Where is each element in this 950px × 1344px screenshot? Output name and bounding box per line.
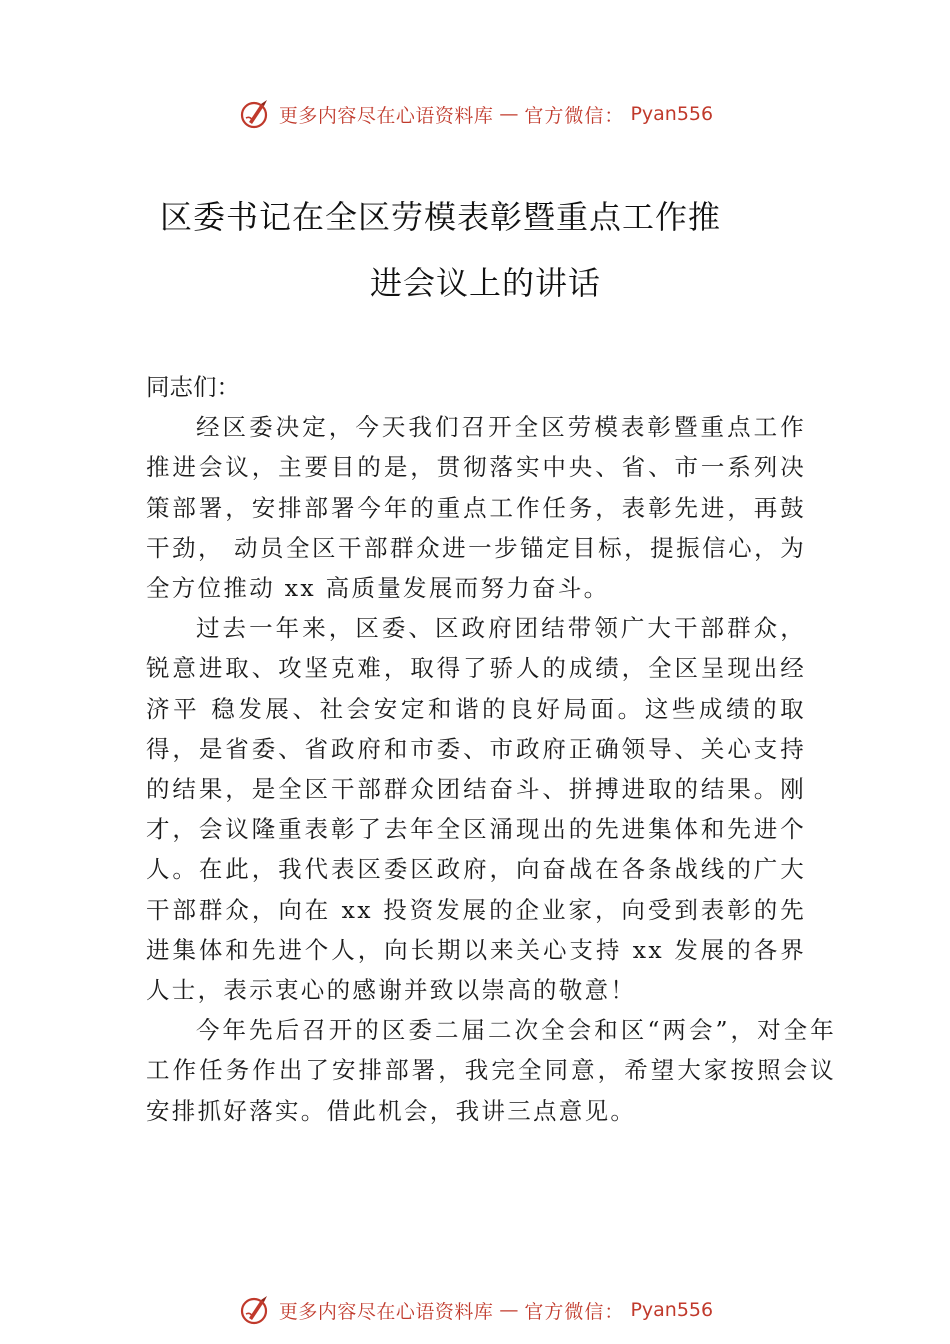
document-body	[146, 367, 836, 1131]
paragraph-2: 过去一年来，区委、区政府团结带领广大干部群众，锐意进取、攻坚克难，取得了骄人的成绩，全区呈现出经济平 稳发展、社会安定和谐的良好局面。这些成绩的取得，是省委、省政府和市委、市政府正确领导、关心支持的结果，是全区干部群众团结奋斗、拼搏进取的结果。刚才，会议隆重表彰了去年全区涌现出的先进集体和先进个人。在此，我代表区委区政府，向奋战在各条战线的广大干部群众，向在 xx 投资发展的企业家，向受到表彰的先进集体和先进个人，向长期以来关心支持 xx 发展的各界人士，表示衷心的感谢并致以崇高的敬意！	[146, 614, 806, 1005]
banner-wechat-id: Pyan556	[630, 103, 714, 125]
footer-watermark-banner	[0, 1290, 950, 1330]
quill-logo-icon	[237, 96, 273, 132]
banner-dash: —	[499, 103, 519, 125]
paragraph-3: 今年先后召开的区委二届二次全会和区“两会”，对全年工作任务作出了安排部署，我完全同意，希望大家按照会议安排抓好落实。借此机会，我讲三点意见。	[146, 1016, 836, 1125]
banner-text: 更多内容尽在心语资料库	[278, 1300, 494, 1323]
document-title-line1: 区委书记在全区劳模表彰暨重点工作推	[160, 198, 722, 236]
paragraph-1: 经区委决定，今天我们召开全区劳模表彰暨重点工作推进会议，主要目的是，贯彻落实中央、省、市一系列决策部署，安排部署今年的重点工作任务，表彰先进，再鼓干劲， 动员全区干部群众进一步锚定目标，提振信心，为全方位推动 xx 高质量发展而努力奋斗。	[146, 413, 806, 603]
banner-dash: —	[499, 1299, 519, 1321]
banner-text: 更多内容尽在心语资料库	[278, 104, 494, 127]
banner-wechat-label: 官方微信：	[524, 1300, 625, 1323]
banner-wechat-id: Pyan556	[630, 1299, 714, 1321]
banner-wechat-label: 官方微信：	[524, 104, 625, 127]
document-title-line2: 进会议上的讲话	[370, 264, 602, 302]
header-watermark-banner	[0, 94, 950, 134]
salutation: 同志们：	[146, 373, 240, 401]
quill-logo-icon	[237, 1292, 273, 1328]
